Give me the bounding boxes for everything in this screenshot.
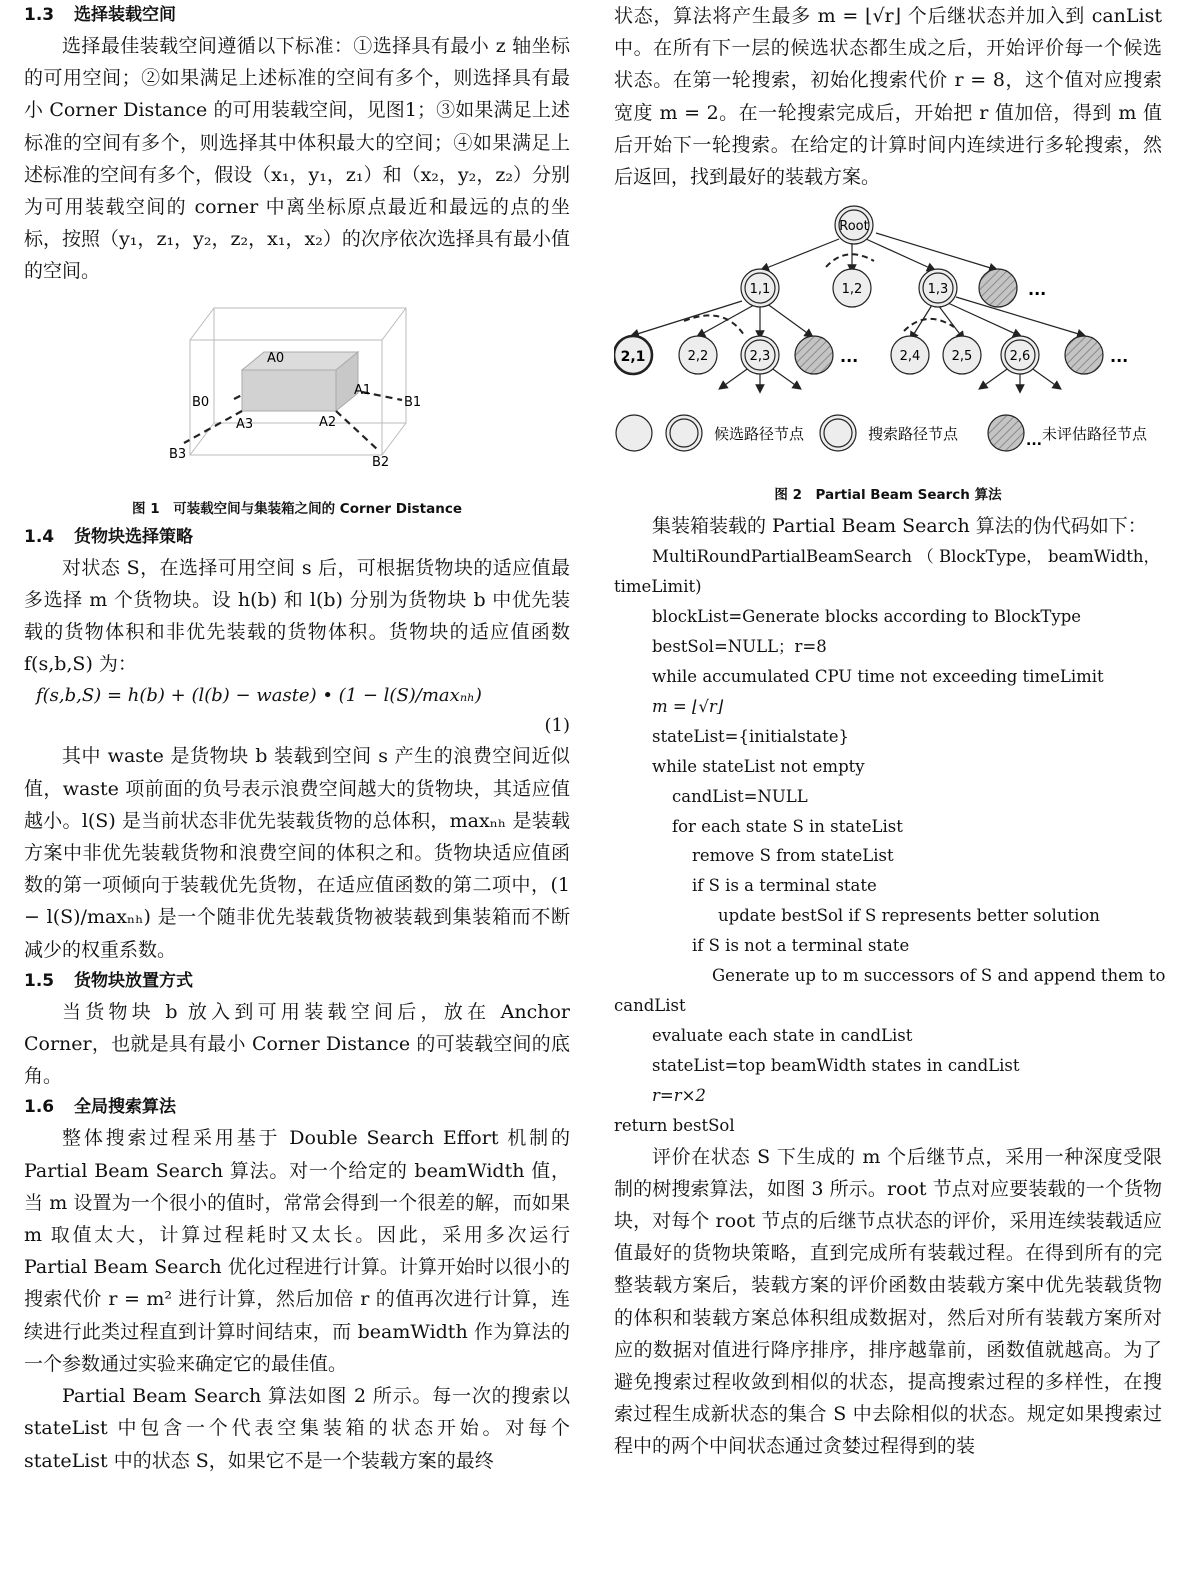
node-1-3 — [919, 269, 957, 307]
paragraph-1-4-a: 对状态 S，在选择可用空间 s 后，可根据货物块的适应值最多选择 m 个货物块。设 h(b) 和 l(b) 分别为货物块 b 中优先装载的货物体积和非优先装载的货物体积。货物块的适应值函数 f(s,b,S) 为： — [24, 556, 570, 676]
legend-search: 搜索路径节点 — [868, 425, 959, 444]
svg-text:2,5: 2,5 — [951, 349, 973, 365]
paragraph-1-6-a: 整体搜索过程采用基于 Double Search Effort 机制的 Partial Beam Search 算法。对一个给定的 beamWidth 值，当 m 设置为一个很小的值时，常常会得到一个很差的解，而如果 m 取值太大，计算过程耗时又太长。因此，采用多次运行 Partial Beam Search 优化过程进行计算。计算开始时以很小的搜索代价 r = m² 进行计算，然后加倍 r 的值再次进行计算，连续进行此类过程直到计算时间结束，而 beamWidth 作为算法的一个参数通过实验来确定它的最佳值。 — [24, 1127, 570, 1375]
svg-text:1,1: 1,1 — [749, 282, 771, 298]
section-heading-1-6: 1.6 全局搜索算法 — [24, 1097, 176, 1118]
left-column — [24, 0, 570, 1477]
label-a3: A3 — [236, 416, 254, 432]
node-2-4 — [891, 336, 929, 374]
node-2-1 — [614, 336, 652, 374]
unevaluated-node — [795, 336, 833, 374]
code-line: stateList={initialstate} — [652, 726, 850, 746]
pseudocode-intro: 集装箱装载的 Partial Beam Search 算法的伪代码如下： — [652, 515, 1147, 538]
paragraph-continued: 状态，算法将产生最多 m = ⌊√r⌋ 个后继状态并加入到 canList 中。在所有下一层的候选状态都生成之后，开始评价每一个候选状态。在第一轮搜索，初始化搜索代价 r = 8，这个值对应搜索宽度 m = 2。在一轮搜索完成后，开始把 r 值加倍，得到 m 值后开始下一轮搜索。在给定的计算时间内连续进行多轮搜索，然后返回，找到最好的装载方案。 — [614, 5, 1162, 189]
unevaluated-node — [979, 269, 1017, 307]
node-2-3 — [741, 336, 779, 374]
legend-candidate: 候选路径节点 — [714, 425, 805, 444]
code-line: MultiRoundPartialBeamSearch （ BlockType， beamWidth， — [652, 547, 1161, 567]
paragraph-evaluation: 评价在状态 S 下生成的 m 个后继节点，采用一种深度受限制的树搜索算法，如图 3 所示。root 节点对应要装载的一个货物块，对每个 root 节点的后继节点状态的评价，采用连续装载适应值最好的货物块策略，直到完成所有装载过程。在得到所有的完整装载方案后，装载方案的评价函数由装载方案中优先装载货物的体积和装载方案总体积组成数据对，然后对所有装载方案所对应的数据对值进行降序排序，排序越靠前，函数值就越高。为了避免搜索过程收敛到相似的状态，提高搜索过程的多样性，在搜索过程生成新状态的集合 S 中去除相似的状态。规定如果搜索过程中的两个中间状态通过贪婪过程得到的装 — [614, 1145, 1162, 1458]
svg-text:1,3: 1,3 — [927, 282, 949, 298]
svg-text:Root: Root — [839, 219, 869, 235]
svg-text:2,3: 2,3 — [749, 349, 771, 365]
label-b2: B2 — [372, 454, 390, 470]
code-line: m = ⌊√r⌋ — [652, 696, 724, 716]
code-line: while stateList not empty — [652, 756, 865, 776]
node-1-1 — [741, 269, 779, 307]
figure-2-caption: 图 2 Partial Beam Search 算法 — [774, 487, 1002, 504]
node-2-6 — [1001, 336, 1039, 374]
svg-text:2,1: 2,1 — [620, 349, 646, 366]
legend-unevaluated: 未评估路径节点 — [1042, 425, 1148, 444]
legend-ellipsis: ... — [1026, 433, 1042, 450]
svg-text:2,2: 2,2 — [687, 349, 709, 365]
code-line: for each state S in stateList — [672, 816, 903, 836]
code-line: bestSol=NULL；r=8 — [652, 637, 827, 657]
section-heading-1-4: 1.4 货物块选择策略 — [24, 526, 193, 547]
code-line: candList — [614, 996, 686, 1016]
node-2-5 — [943, 336, 981, 374]
ellipsis: ... — [1028, 280, 1047, 300]
corner-distance-diagram — [24, 288, 570, 496]
svg-text:2,4: 2,4 — [899, 349, 921, 365]
label-b0: B0 — [192, 394, 210, 410]
label-a0: A0 — [267, 350, 285, 366]
code-line: stateList=top beamWidth states in candList — [652, 1055, 1020, 1075]
code-line: r=r×2 — [652, 1085, 706, 1105]
code-line: evaluate each state in candList — [652, 1025, 913, 1045]
right-column — [614, 0, 1166, 1463]
unevaluated-node — [1065, 336, 1103, 374]
svg-text:1,2: 1,2 — [841, 282, 863, 298]
label-a1: A1 — [354, 382, 372, 398]
code-line: return bestSol — [614, 1115, 735, 1135]
code-line: if S is a terminal state — [692, 876, 877, 896]
section-heading-1-5: 1.5 货物块放置方式 — [24, 970, 193, 991]
code-line: blockList=Generate blocks according to BlockType — [652, 607, 1082, 627]
code-line: Generate up to m successors of S and append them to — [712, 966, 1166, 986]
figure-2-legend — [616, 415, 1148, 451]
equation-1-number: (1) — [544, 715, 570, 737]
label-b1: B1 — [404, 394, 422, 410]
code-line: candList=NULL — [672, 786, 808, 806]
paragraph-1-5: 当货物块 b 放入到可用装载空间后，放在 Anchor Corner，也就是具有最小 Corner Distance 的可装载空间的底角。 — [24, 1000, 570, 1088]
code-line: if S is not a terminal state — [692, 936, 910, 956]
paragraph-1-4-b: 其中 waste 是货物块 b 装载到空间 s 产生的浪费空间近似值，waste 项前面的负号表示浪费空间越大的货物块，其适应值越小。l(S) 是当前状态非优先装载货物的总体积，maxₙₕ 是装载方案中非优先装载货物和浪费空间的体积之和。货物块适应值函数的第一项倾向于装载优先货物，在适应值函数的第二项中，(1 − l(S)/maxₙₕ) 是一个随非优先装载货物被装载到集装箱而不断减少的权重系数。 — [24, 745, 570, 961]
section-heading-1-3: 1.3 选择装载空间 — [24, 5, 176, 25]
figure-1-caption: 图 1 可装载空间与集装箱之间的 Corner Distance — [132, 500, 462, 517]
label-b3: B3 — [169, 446, 187, 462]
pseudocode-block — [614, 542, 1166, 1140]
code-line: while accumulated CPU time not exceeding timeLimit — [652, 667, 1104, 687]
root-node — [835, 206, 873, 244]
paragraph-1-6-b: Partial Beam Search 算法如图 2 所示。每一次的搜索以 stateList 中包含一个代表空集装箱的状态开始。对每个 stateList 中的状态 S，如果它不是一个装载方案的最终 — [24, 1385, 570, 1472]
equation-1: f(s,b,S) = h(b) + (l(b) − waste) • (1 − l(S)/maxₙₕ) — [36, 685, 482, 707]
node-2-2 — [679, 336, 717, 374]
code-line: update bestSol if S represents better solution — [718, 906, 1100, 926]
ellipsis: ... — [1110, 347, 1129, 367]
code-line: remove S from stateList — [692, 846, 894, 866]
label-a2: A2 — [319, 414, 337, 430]
node-1-2 — [833, 269, 871, 307]
figure-2 — [614, 205, 1162, 480]
code-line: timeLimit) — [614, 577, 702, 597]
partial-beam-search-tree — [614, 205, 1162, 480]
figure-1 — [24, 288, 570, 496]
ellipsis: ... — [840, 347, 859, 367]
paragraph-1-3: 选择最佳装载空间遵循以下标准：①选择具有最小 z 轴坐标的可用空间；②如果满足上述标准的空间有多个，则选择具有最小 Corner Distance 的可用装载空间，见图1；③如果满足上述标准的空间有多个，则选择其中体积最大的空间；④如果满足上述标准的空间有多个，假设（x₁，y₁，z₁）和（x₂，y₂，z₂）分别为可用装载空间的 corner 中离坐标原点最近和最远的点的坐标，按照（y₁，z₁，y₂，z₂，x₁，x₂）的次序依次选择具有最小值的空间。 — [24, 35, 570, 283]
svg-text:2,6: 2,6 — [1009, 349, 1031, 365]
